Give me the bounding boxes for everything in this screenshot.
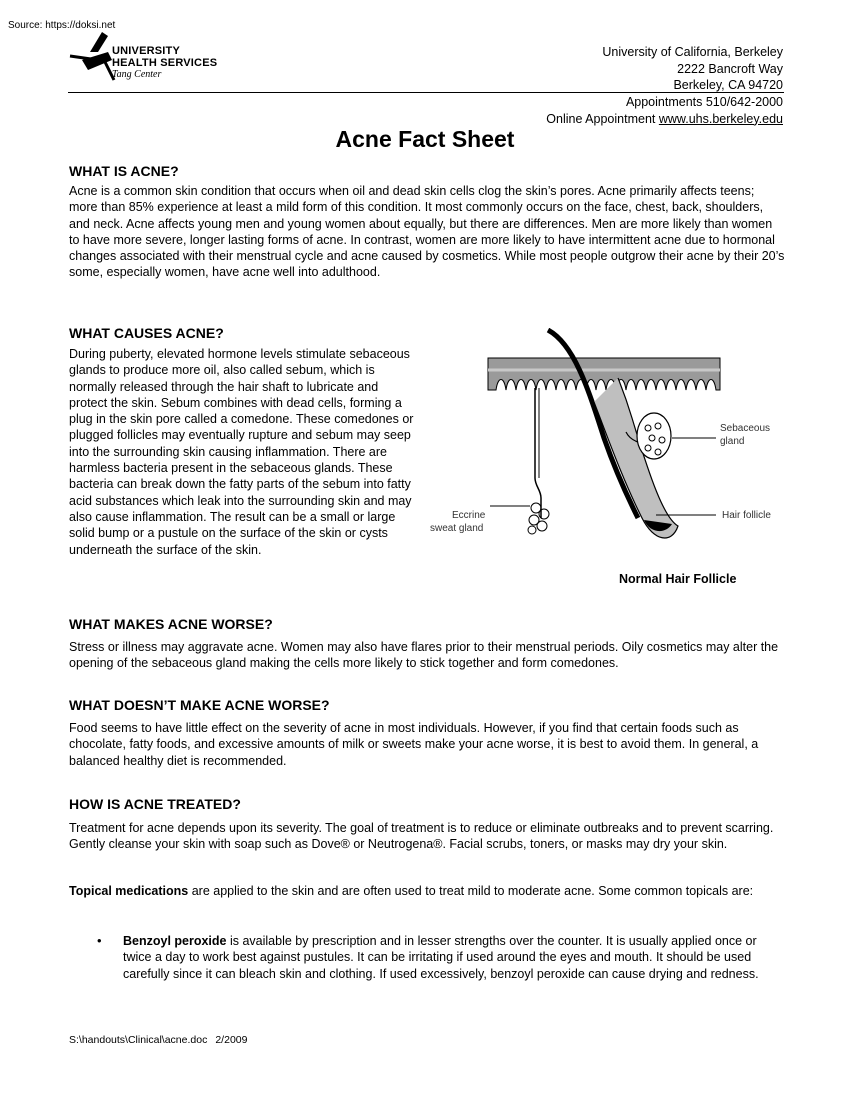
label-sebaceous-line-2: gland xyxy=(720,436,745,447)
label-hair-follicle: Hair follicle xyxy=(722,510,771,521)
appointments-block xyxy=(546,94,783,127)
online-appointment-label: Online Appointment xyxy=(546,111,656,126)
topical-medications-term: Topical medications xyxy=(69,884,189,898)
address-line-2: 2222 Bancroft Way xyxy=(677,61,783,76)
label-sebaceous-line-1: Sebaceous xyxy=(720,423,771,434)
footer-path: S:\handouts\Clinical\acne.doc xyxy=(69,1034,208,1046)
heading-what-causes-acne: WHAT CAUSES ACNE? xyxy=(69,325,224,341)
logo-line-2: HEALTH SERVICES xyxy=(112,56,218,69)
online-appointment xyxy=(546,111,783,128)
online-appointment-link[interactable]: www.uhs.berkeley.edu xyxy=(658,111,783,126)
page-title: Acne Fact Sheet xyxy=(335,126,515,152)
label-eccrine-line-2: sweat gland xyxy=(430,523,484,534)
benzoyl-peroxide-term: Benzoyl peroxide xyxy=(123,934,227,948)
logo-line-3: Tang Center xyxy=(112,69,162,80)
paragraph-what-is-acne: Acne is a common skin condition that occurs when oil and dead skin cells clog the skin’s pores. Acne primarily affects teens; more than 85% experience at least a mild form of this condition. It most commonly occurs on the face, chest, back, shoulders, and neck. Acne affects young men and young women about equally, but there are differences. Men are more likely than women to have more severe, longer lasting forms of acne. In contrast, women are more likely to have intermittent acne due to hormonal changes associated with their menstrual cycle and acne caused by cosmetics. While most people outgrow their acne by their 20’s some, especially women, have acne well into adulthood. xyxy=(69,184,785,280)
paragraph-what-doesnt-make-acne-worse: Food seems to have little effect on the severity of acne in most individuals. However, if you find that certain foods such as chocolate, fatty foods, and excessive amounts of milk or sweets make your acne worse, it is best to avoid them. In general, a balanced healthy diet is recommended. xyxy=(69,721,759,768)
hair-follicle-diagram xyxy=(428,328,788,556)
benzoyl-peroxide-text: is available by prescription and in lesser strengths over the counter. It is usually applied once or twice a day to work best against pustules. It can be irritating if used around the eyes and mouth. It should be used carefully since it can bleach skin and clothing. If used excessively, benzoyl peroxide can cause drying and redness. xyxy=(123,934,759,981)
heading-what-makes-acne-worse: WHAT MAKES ACNE WORSE? xyxy=(69,616,273,632)
header-divider xyxy=(68,92,784,93)
address-block xyxy=(602,44,783,94)
bullet-benzoyl-peroxide xyxy=(123,933,785,982)
paragraph-topical-medications xyxy=(69,883,785,899)
address-line-1: University of California, Berkeley xyxy=(602,45,783,59)
label-eccrine-line-1: Eccrine xyxy=(452,510,486,521)
logo-line-1: UNIVERSITY xyxy=(112,45,181,57)
topical-medications-text: are applied to the skin and are often used to treat mild to moderate acne. Some common topicals are: xyxy=(188,884,754,898)
paragraph-what-makes-acne-worse: Stress or illness may aggravate acne. Women may also have flares prior to their menstrual periods. Oily cosmetics may alter the opening of the sebaceous gland making the cells more likely to stick together and form comedones. xyxy=(69,640,779,671)
heading-what-is-acne: WHAT IS ACNE? xyxy=(69,163,179,179)
footer xyxy=(69,1034,247,1046)
source-label: Source: https://doksi.net xyxy=(8,20,116,31)
paragraph-how-is-acne-treated: Treatment for acne depends upon its severity. The goal of treatment is to reduce or eliminate outbreaks and to prevent scarring. Gently cleanse your skin with soap such as Dove® or Neutrogena®. Facial scrubs, toners, or masks may dry your skin. xyxy=(69,821,774,852)
appointments-phone: Appointments 510/642-2000 xyxy=(625,95,783,109)
footer-date: 2/2009 xyxy=(215,1034,248,1046)
heading-how-is-acne-treated: HOW IS ACNE TREATED? xyxy=(69,796,241,812)
heading-what-doesnt-make-acne-worse: WHAT DOESN’T MAKE ACNE WORSE? xyxy=(69,697,330,713)
figure-caption: Normal Hair Follicle xyxy=(619,572,737,586)
paragraph-what-causes-acne: During puberty, elevated hormone levels stimulate sebaceous glands to produce more oil, also called sebum, which is normally released through the hair shaft to lubricate and protect the skin. Sebum combines with dead cells, forming a plug in the skin pore called a comedone. These comedones or plugged follicles may eventually rupture and sebum may seep into the surrounding skin causing inflammation. There are harmless bacteria present in the sebaceous glands. These bacteria can break down the fatty parts of the sebum into fatty acid substances which leak into the surrounding skin and may also cause inflammation. The result can be a small or large solid bump or a pustule on the surface of the skin or cysts underneath the surface of the skin. xyxy=(69,347,414,557)
logo-text xyxy=(112,46,217,81)
bullet-marker: • xyxy=(97,933,102,948)
address-line-3: Berkeley, CA 94720 xyxy=(673,78,783,92)
